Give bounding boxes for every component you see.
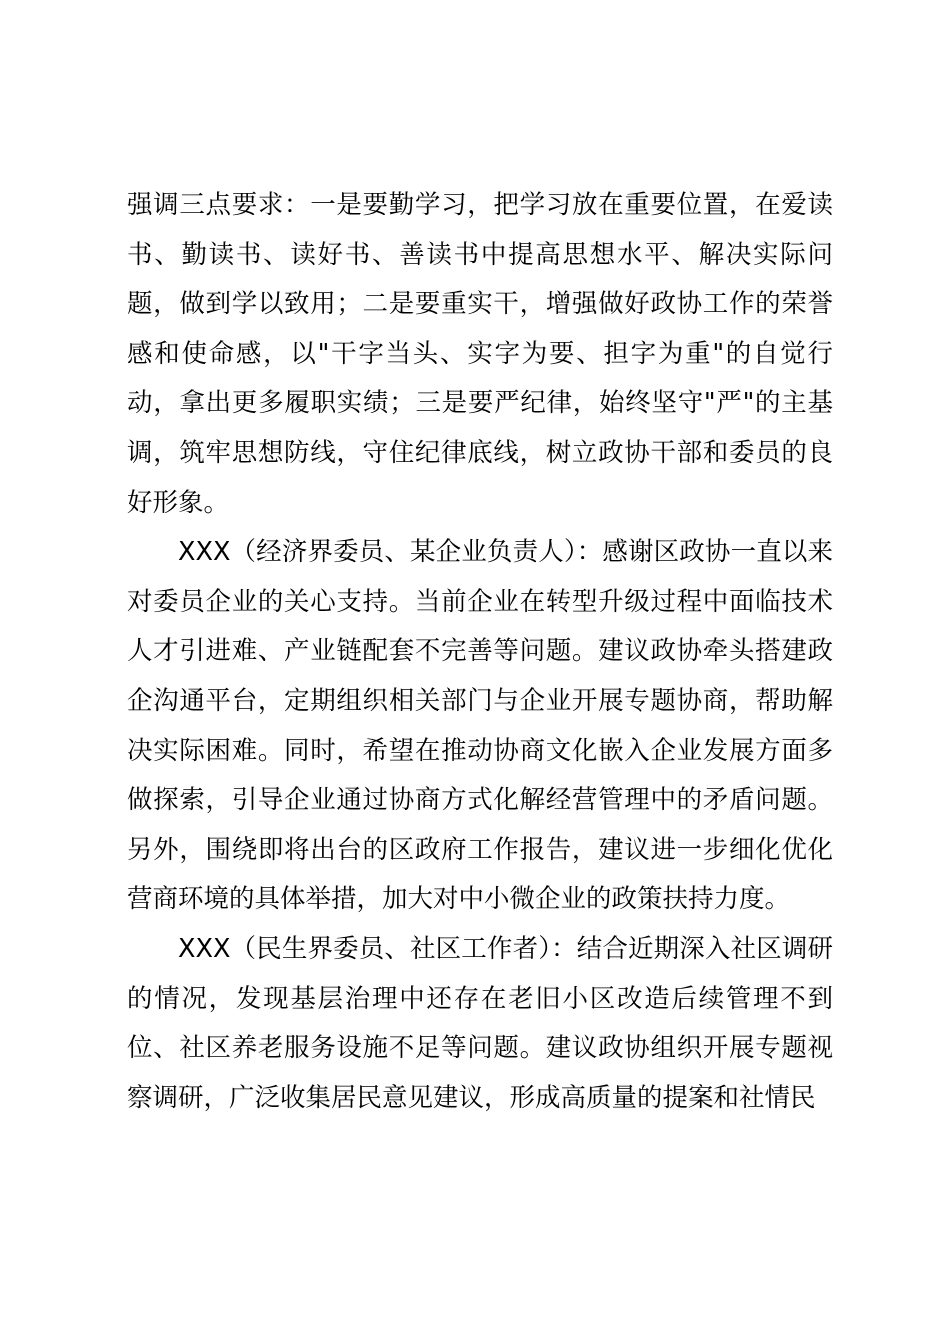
paragraph-requirements: 强调三点要求：一是要勤学习，把学习放在重要位置，在爱读书、勤读书、读好书、善读书中提高思想水平、解决实际问题，做到学以致用；二是要重实干，增强做好政协工作的荣誉感和使命感，以"干字当头、实字为要、担字为重"的自觉行动，拿出更多履职实绩；三是要严纪律，始终坚守"严"的主基调，筑牢思想防线，守住纪律底线，树立政协干部和委员的良好形象。: [127, 190, 833, 518]
paragraph-economic-member-speech: XXX（经济界委员、某企业负责人）：感谢区政协一直以来对委员企业的关心支持。当前企业在转型升级过程中面临技术人才引进难、产业链配套不完善等问题。建议政协牵头搭建政企沟通平台，定期组织相关部门与企业开展专题协商，帮助解决实际困难。同时，希望在推动协商文化嵌入企业发展方面多做探索，引导企业通过协商方式化解经营管理中的矛盾问题。另外，围绕即将出台的区政府工作报告，建议进一步细化优化营商环境的具体举措，加大对中小微企业的政策扶持力度。: [127, 537, 833, 915]
paragraph-livelihood-member-speech: XXX（民生界委员、社区工作者）：结合近期深入社区调研的情况，发现基层治理中还存在老旧小区改造后续管理不到位、社区养老服务设施不足等问题。建议政协组织开展专题视察调研，广泛收集居民意见建议，形成高质量的提案和社情民: [127, 933, 833, 1113]
document-page: [127, 181, 833, 1123]
